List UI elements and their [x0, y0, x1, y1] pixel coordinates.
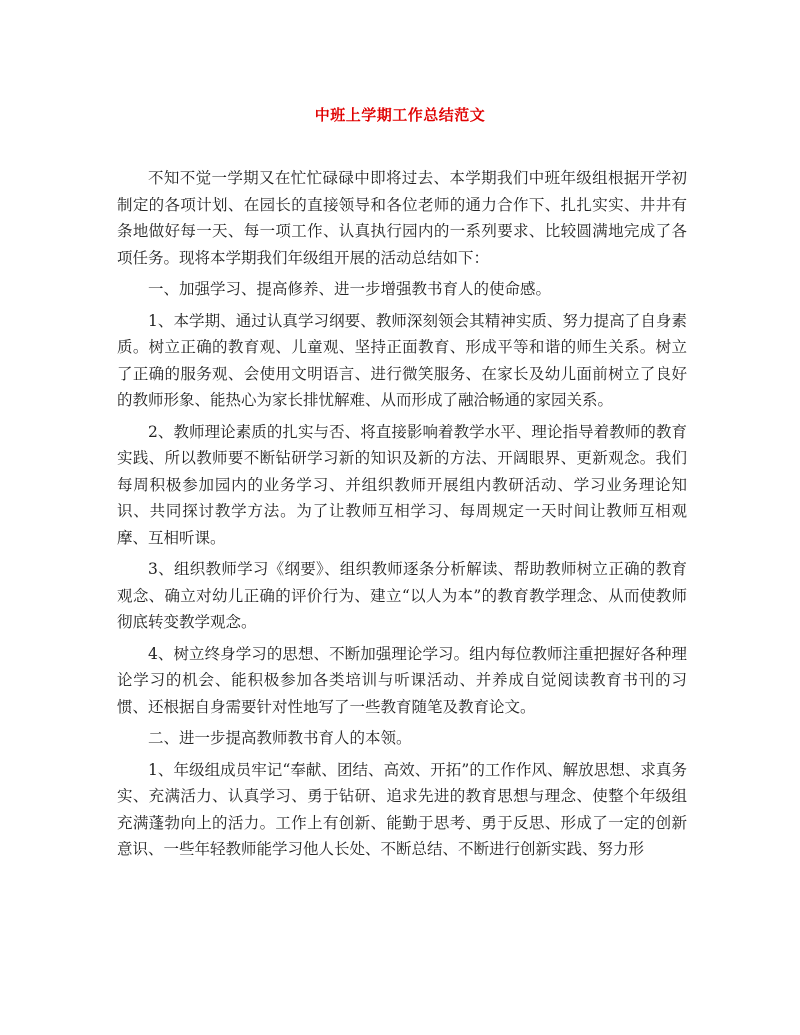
section-heading-2: 二、进一步提高教师教书育人的本领。	[148, 729, 412, 747]
paragraph-intro: 不知不觉一学期又在忙忙碌碌中即将过去、本学期我们中班年级组根据开学初制定的各项计划、在园长的直接领导和各位老师的通力合作下、扎扎实实、井井有条地做好每一天、每一项工作、认真执行园内的一系列要求、比较圆满地完成了各项任务。现将本学期我们年级组开展的活动总结如下：	[117, 169, 687, 267]
document-body	[117, 165, 687, 863]
paragraph-1-3: 3、组织教师学习《纲要》、组织教师逐条分析解读、帮助教师树立正确的教育观念、确立对幼儿正确的评价行为、建立“以人为本”的教育教学理念、从而使教师彻底转变教学观念。	[117, 560, 687, 631]
section-heading-1: 一、加强学习、提高修养、进一步增强教书育人的使命感。	[148, 280, 552, 298]
paragraph-2-1: 1、年级组成员牢记“奉献、团结、高效、开拓”的工作作风、解放思想、求真务实、充满活力、认真学习、勇于钻研、追求先进的教育思想与理念、使整个年级组充满蓬勃向上的活力。工作上有创新、能勤于思考、勇于反思、形成了一定的创新意识、一些年轻教师能学习他人长处、不断总结、不断进行创新实践、努力形	[117, 760, 687, 858]
paragraph-1-1: 1、本学期、通过认真学习纲要、教师深刻领会其精神实质、努力提高了自身素质。树立正确的教育观、儿童观、坚持正面教育、形成平等和谐的师生关系。树立了正确的服务观、会使用文明语言、进行微笑服务、在家长及幼儿面前树立了良好的教师形象、能热心为家长排忧解难、从而形成了融洽畅通的家园关系。	[117, 311, 687, 409]
document-title: 中班上学期工作总结范文	[314, 106, 486, 124]
paragraph-1-4: 4、树立终身学习的思想、不断加强理论学习。组内每位教师注重把握好各种理论学习的机会、能积极参加各类培训与听课活动、并养成自觉阅读教育书刊的习惯、还根据自身需要针对性地写了一些教育随笔及教育论文。	[117, 644, 687, 716]
paragraph-1-2: 2、教师理论素质的扎实与否、将直接影响着教学水平、理论指导着教师的教育实践、所以教师要不断钻研学习新的知识及新的方法、开阔眼界、更新观念。我们每周积极参加园内的业务学习、并组织教师开展组内教研活动、学习业务理论知识、共同探讨教学方法。为了让教师互相学习、每周规定一天时间让教师互相观摩、互相听课。	[117, 422, 687, 547]
